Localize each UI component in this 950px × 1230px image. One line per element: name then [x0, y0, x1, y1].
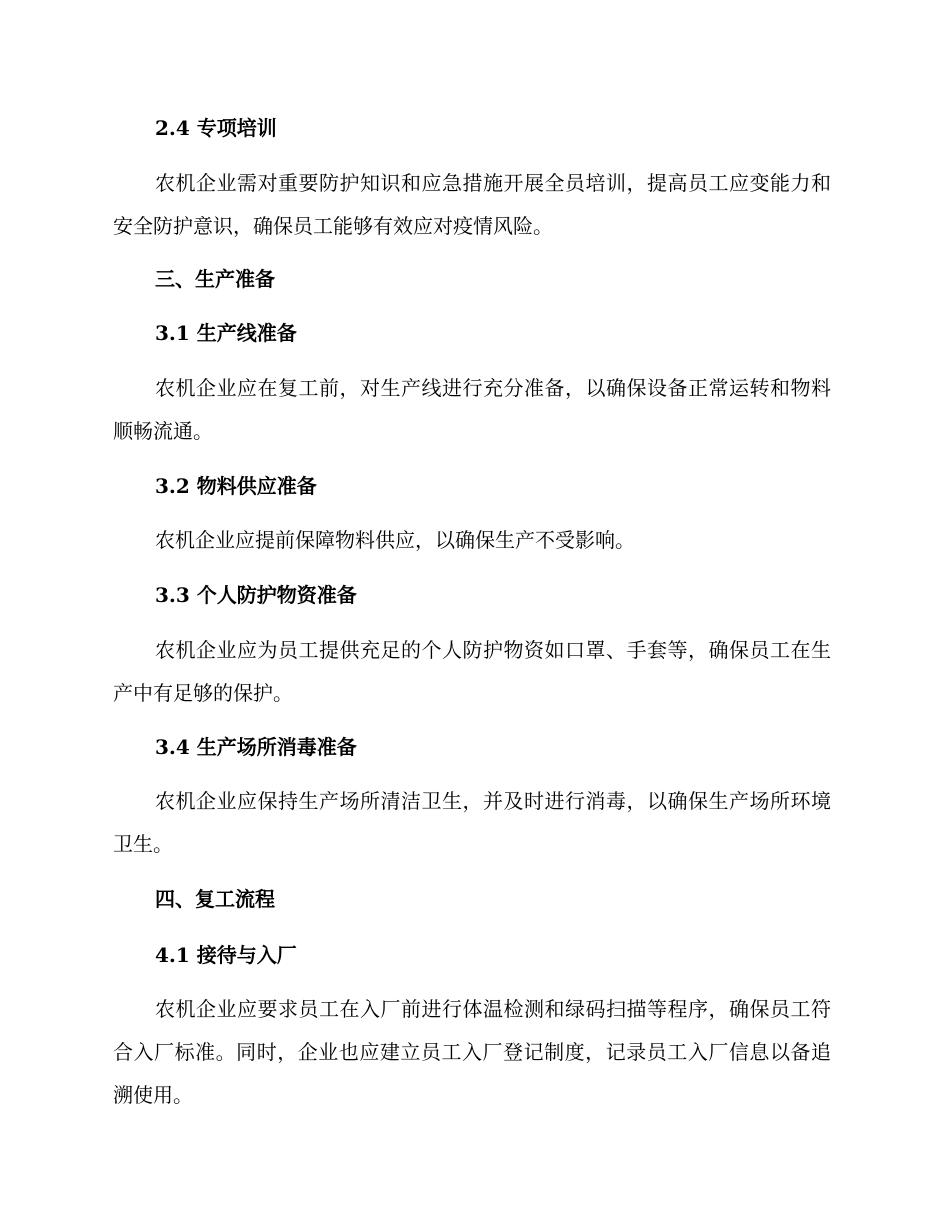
section-heading-3-1: 3.1 生产线准备 [155, 321, 297, 345]
paragraph-disinfection: 农机企业应保持生产场所清洁卫生，并及时进行消毒，以确保生产场所环境卫生。 [113, 789, 831, 856]
paragraph-material-supply: 农机企业应提前保障物料供应，以确保生产不受影响。 [155, 528, 635, 552]
paragraph-training: 农机企业需对重要防护知识和应急措施开展全员培训，提高员工应变能力和安全防护意识，确保员工能够有效应对疫情风险。 [113, 171, 831, 238]
paragraph-protective-supplies: 农机企业应为员工提供充足的个人防护物资如口罩、手套等，确保员工在生产中有足够的保护。 [113, 638, 831, 705]
paragraph-production-line: 农机企业应在复工前，对生产线进行充分准备，以确保设备正常运转和物料顺畅流通。 [113, 376, 831, 443]
section-heading-4-1: 4.1 接待与入厂 [155, 943, 297, 967]
chapter-heading-resumption-process: 四、复工流程 [155, 887, 275, 911]
section-heading-3-2: 3.2 物料供应准备 [155, 474, 317, 498]
chapter-heading-production-prep: 三、生产准备 [155, 267, 275, 291]
paragraph-entry-procedure: 农机企业应要求员工在入厂前进行体温检测和绿码扫描等程序，确保员工符合入厂标准。同时，企业也应建立员工入厂登记制度，记录员工入厂信息以备追溯使用。 [113, 997, 831, 1107]
section-heading-3-4: 3.4 生产场所消毒准备 [155, 735, 357, 759]
section-heading-3-3: 3.3 个人防护物资准备 [155, 583, 357, 607]
section-heading-2-4: 2.4 专项培训 [155, 116, 277, 140]
